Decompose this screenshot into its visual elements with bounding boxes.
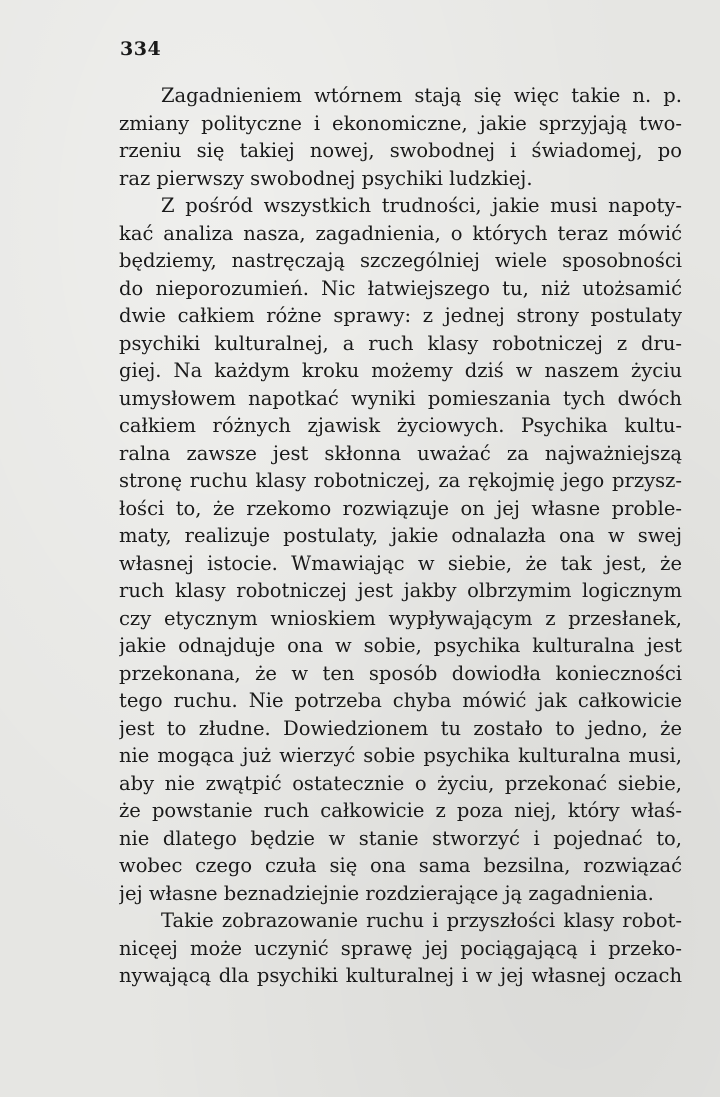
text-line: ralna zawsze jest skłonna uważać za najważniejszą (119, 441, 682, 465)
text-line: jest to złudne. Dowiedzionem tu zostało to jedno, że (119, 716, 682, 740)
text-line: wobec czego czuła się ona sama bezsilna, rozwiązać (119, 854, 682, 877)
paragraph (119, 82, 682, 192)
text-line: nie mogąca już wierzyć sobie psychika kulturalna musi, (119, 744, 682, 767)
text-line: umysłowem napotkać wyniki pomieszania tych dwóch (119, 386, 682, 410)
text-line: do nieporozumień. Nic łatwiejszego tu, niż utożsamić (119, 276, 682, 300)
text-line: Zagadnieniem wtórnem stają się więc takie n. p. (161, 84, 682, 107)
text-line: Z pośród wszystkich trudności, jakie musi napoty- (161, 194, 682, 217)
text-line: zmiany polityczne i ekonomiczne, jakie sprzyjają two- (119, 111, 682, 135)
text-line: będziemy, nastręczają szczególniej wiele sposobności (119, 249, 682, 272)
text-line: maty, realizuje postulaty, jakie odnalazła ona w swej (119, 524, 682, 547)
text-line: psychiki kulturalnej, a ruch klasy robotniczej z dru- (119, 331, 682, 355)
page-number: 334 (120, 38, 162, 60)
text-line: kać analiza nasza, zagadnienia, o których teraz mówić (119, 221, 682, 245)
text-line: rzeniu się takiej nowej, swobodnej i świadomej, po (119, 139, 682, 162)
text-line: własnej istocie. Wmawiając w siebie, że tak jest, że (119, 551, 682, 575)
text-line: nicęej może uczynić sprawę jej pociągającą i przeko- (119, 936, 682, 960)
paragraph (119, 907, 682, 990)
paragraph (119, 192, 682, 907)
text-line: przekonana, że w ten sposób dowiodła konieczności (119, 661, 682, 685)
text-line: nywającą dla psychiki kulturalnej i w jej własnej oczach (119, 964, 682, 987)
text-line: jakie odnajduje ona w sobie, psychika kulturalna jest (119, 634, 682, 657)
text-line: giej. Na każdym kroku możemy dziś w naszem życiu (119, 359, 682, 382)
text-line: raz pierwszy swobodnej psychiki ludzkiej. (119, 166, 533, 190)
text-line: nie dlatego będzie w stanie stworzyć i pojednać to, (119, 826, 682, 850)
text-line: że powstanie ruch całkowicie z poza niej, który właś- (119, 799, 682, 822)
text-line: aby nie zwątpić ostatecznie o życiu, przekonać siebie, (119, 771, 682, 795)
text-line: całkiem różnych zjawisk życiowych. Psychika kultu- (119, 414, 682, 437)
text-line: dwie całkiem różne sprawy: z jednej strony postulaty (119, 304, 682, 327)
text-line: łości to, że rzekomo rozwiązuje on jej własne proble- (119, 496, 682, 520)
body-text (119, 82, 682, 990)
text-line: ruch klasy robotniczej jest jakby olbrzymim logicznym (119, 579, 682, 602)
text-line: Takie zobrazowanie ruchu i przyszłości klasy robot- (161, 909, 682, 932)
text-line: stronę ruchu klasy robotniczej, za rękojmię jego przysz- (119, 469, 682, 492)
text-line: jej własne beznadziejnie rozdzierające ją zagadnienia. (119, 881, 654, 905)
text-line: tego ruchu. Nie potrzeba chyba mówić jak całkowicie (119, 689, 682, 712)
text-line: czy etycznym wnioskiem wypływającym z przesłanek, (119, 606, 682, 630)
